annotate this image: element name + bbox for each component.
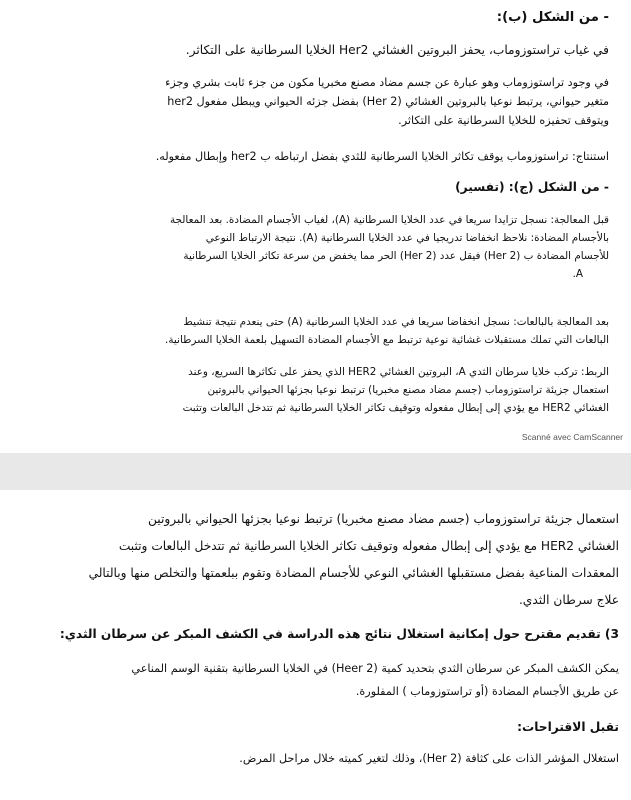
paragraph-presence-line-2: متغير حيواني، يرتبط نوعيا بالبروتين الغشائي (Her 2) بفضل جزئه الحيواني ويبطل مفعول her2 [167,95,609,108]
conclusion: استنتاج: تراستوزوماب يوقف تكاثر الخلايا السرطانية للثدي بفضل ارتباطه ب her2 وإبطال مفعوله. [155,150,609,163]
paragraph-early-detection-line-1: يمكن الكشف المبكر عن سرطان الثدي بتحديد كمية (Heer 2) في الخلايا السرطانية بتقنية الوسم المناعي [131,662,619,675]
paragraph-before-treatment-line-4: A. [572,268,583,280]
scanned-page-2 [0,490,631,800]
heading-suggestions: تقبل الاقتراحات: [517,720,619,734]
paragraph-phagocytes-line-2: البالعات التي تملك مستقبلات غشائية نوعية ترتبط مع الأجسام المضادة التسهيل بلعمة الخلايا السرطانية. [165,334,609,346]
heading-figure-b: - من الشكل (ب): [496,10,609,25]
continuation-line-3: المعقدات المناعية بفضل مستقبلها الغشائي النوعي للأجسام المضادة وتقوم ببلعمتها والتخلص منها وبالتالي [88,566,619,580]
paragraph-suggestion: استغلال المؤشر الذات على كثافة (Her 2)، وذلك لتغير كميته خلال مراحل المرض. [239,752,619,765]
paragraph-link-line-2: استعمال جزيئة تراستوزوماب (جسم مضاد مصنع مخبريا) ترتبط نوعيا بجزئها الحيواني بالبروتين [207,384,609,396]
paragraph-presence-line-1: في وجود تراستوزوماب وهو عبارة عن جسم مضاد مصنع مخبريا مكون من جزء ثابت بشري وجزء [165,76,609,89]
paragraph-early-detection-line-2: عن طريق الأجسام المضادة (أو تراستوزوماب ) المفلورة. [355,685,619,698]
heading-figure-c: - من الشكل (ج): (تفسير) [455,180,609,194]
paragraph-phagocytes-line-1: بعد المعالجة بالبالعات: نسجل انخفاضا سريعا في عدد الخلايا السرطانية (A) حتى ينعدم نتيجة تنشيط [183,316,609,328]
continuation-line-2: الغشائي HER2 مع يؤدي إلى إبطال مفعوله وتوقيف تكاثر الخلايا السرطانية ثم تتدخل البالعات وتثبت [118,539,619,553]
paragraph-link-line-1: الربط: تركب خلايا سرطان الثدي A، البروتين الغشائي HER2 الذي يحفز على تكاثرها السريع، وعند [188,366,609,378]
continuation-line-4: علاج سرطان الثدي. [518,593,619,607]
paragraph-before-treatment-line-1: قبل المعالجة: نسجل تزايدا سريعا في عدد الخلايا السرطانية (A)، لغياب الأجسام المضادة. بعد المعالجة [169,214,609,226]
paragraph-before-treatment-line-2: بالأجسام المضادة: نلاحظ انخفاضا تدريجيا في عدد الخلايا السرطانية (A). نتيجة الارتباط النوعي [205,232,609,244]
camscanner-watermark: Scanné avec CamScanner [521,432,623,442]
paragraph-link-line-3: الغشائي HER2 مع يؤدي إلى إبطال مفعوله وتوقيف تكاثر الخلايا السرطانية ثم تتدخل البالعات وتثبت [182,402,609,414]
continuation-line-1: استعمال جزيئة تراستوزوماب (جسم مضاد مصنع مخبريا) ترتبط نوعيا بجزئها الحيواني بالبروتين [148,512,619,526]
paragraph-before-treatment-line-3: للأجسام المضادة ب (Her 2) فيقل عدد (Her 2) الحر مما يخفض من سرعة تكاثر الخلايا السرطانية [183,250,609,262]
paragraph-absence: في غياب تراستوزوماب، يحفز البروتين الغشائي Her2 الخلايا السرطانية على التكاثر. [185,43,609,57]
heading-early-detection: 3) تقديم مقترح حول إمكانية استغلال نتائج هذه الدراسة في الكشف المبكر عن سرطان الثدي: [59,627,619,641]
page-gap [0,453,631,490]
paragraph-presence-line-3: ويتوقف تحفيزه للخلايا السرطانية على التكاثر. [398,114,609,127]
